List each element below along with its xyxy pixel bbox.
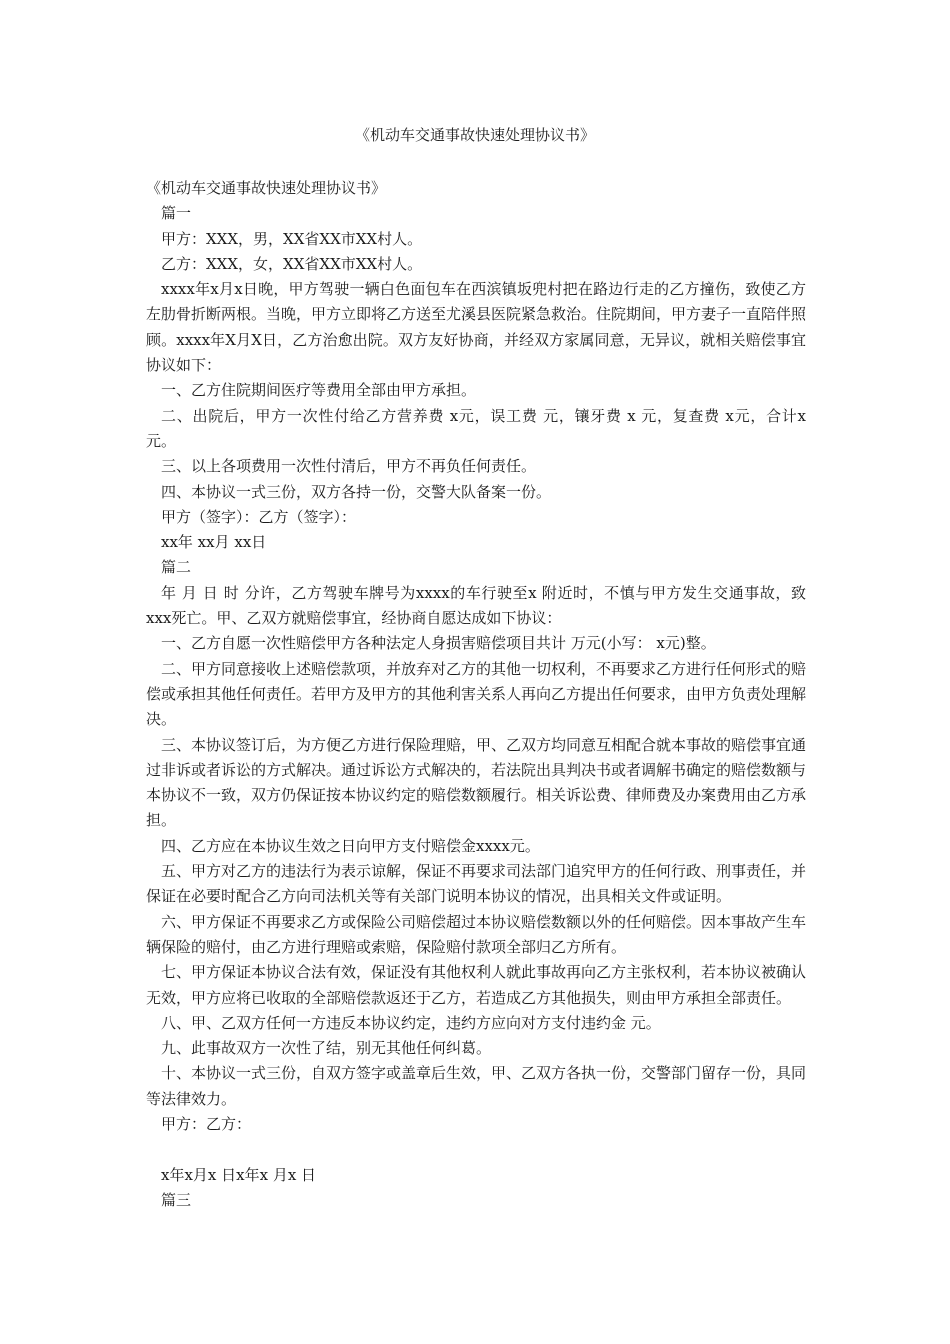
document-line: xxxx年x月x日晚，甲方驾驶一辆白色面包车在西滨镇坂兜村把在路边行走的乙方撞伤，致使乙方左肋骨折断两根。当晚，甲方立即将乙方送至尤溪县医院紧急救治。住院期间，甲方妻子一直陪伴照顾。xxxx年X月X日，乙方治愈出院。双方友好协商，并经双方家属同意，无异议，就相关赔偿事宜协议如下： (146, 280, 807, 375)
document-line: 年 月 日 时 分许，乙方驾驶车牌号为xxxx的车行驶至x 附近时，不慎与甲方发生交通事故，致xxx死亡。甲、乙双方就赔偿事宜，经协商自愿达成如下协议： (146, 583, 806, 628)
document-line: 四、乙方应在本协议生效之日向甲方支付赔偿金xxxx元。 (161, 836, 540, 855)
document-line (146, 1137, 806, 1162)
document-line: 八、甲、乙双方任何一方违反本协议约定，违约方应向对方支付违约金 元。 (161, 1013, 661, 1032)
document-line: 篇一 (161, 204, 192, 223)
document-line: xx年 xx月 xx日 (161, 533, 267, 552)
document-line: 二、出院后，甲方一次性付给乙方营养费 x元，误工费 元，镶牙费 x 元，复查费 x元，合计x 元。 (146, 406, 806, 450)
document-line: 三、以上各项费用一次性付清后，甲方不再负任何责任。 (161, 457, 537, 476)
document-line: 七、甲方保证本协议合法有效，保证没有其他权利人就此事故再向乙方主张权利，若本协议被确认无效，甲方应将已收取的全部赔偿款返还于乙方，若造成乙方其他损失，则由甲方承担全部责任。 (146, 963, 807, 1007)
document-body (146, 176, 806, 1213)
document-line: 甲方（签字）：乙方（签字）： (161, 507, 357, 526)
document-line: 甲方：乙方： (161, 1114, 252, 1133)
document-line: 九、此事故双方一次性了结，别无其他任何纠葛。 (161, 1039, 492, 1058)
document-line: 《机动车交通事故快速处理协议书》 (146, 179, 387, 197)
document-line: 四、本协议一式三份，双方各持一份，交警大队备案一份。 (161, 482, 552, 501)
document-line: 五、甲方对乙方的违法行为表示谅解，保证不再要求司法部门追究甲方的任何行政、刑事责任，并保证在必要时配合乙方向司法机关等有关部门说明本协议的情况，出具相关文件或证明。 (146, 862, 807, 906)
document-line: x年x月x 日x年x 月x 日 (161, 1165, 317, 1184)
document-line: 六、甲方保证不再要求乙方或保险公司赔偿超过本协议赔偿数额以外的任何赔偿。因本事故产生车辆保险的赔付，由乙方进行理赔或索赔，保险赔付款项全部归乙方所有。 (146, 912, 807, 956)
document-line: 一、乙方住院期间医疗等费用全部由甲方承担。 (161, 381, 477, 400)
document-line: 三、本协议签订后，为方便乙方进行保险理赔，甲、乙双方均同意互相配合就本事故的赔偿事宜通过非诉或者诉讼的方式解决。通过诉讼方式解决的，若法院出具判决书或者调解书确定的赔偿数额与本协议不一致，双方仍保证按本协议约定的赔偿数额履行。相关诉讼费、律师费及办案费用由乙方承担。 (146, 735, 807, 830)
document-line: 乙方：XXX，女，XX省XX市XX村人。 (161, 254, 423, 273)
document-line: 二、甲方同意接收上述赔偿款项，并放弃对乙方的其他一切权利，不再要求乙方进行任何形式的赔偿或承担其他任何责任。若甲方及甲方的其他利害关系人再向乙方提出任何要求，由甲方负责处理解决。 (146, 659, 807, 729)
document-line: 篇二 (161, 558, 192, 577)
document-line: 十、本协议一式三份，自双方签字或盖章后生效，甲、乙双方各执一份，交警部门留存一份，具同等法律效力。 (146, 1064, 807, 1108)
document-line: 甲方：XXX，男，XX省XX市XX村人。 (161, 229, 423, 248)
page-title: 《机动车交通事故快速处理协议书》 (354, 126, 595, 144)
document-line: 一、乙方自愿一次性赔偿甲方各种法定人身损害赔偿项目共计 万元(小写： x元)整。 (161, 634, 716, 653)
document-line: 篇三 (161, 1190, 192, 1209)
